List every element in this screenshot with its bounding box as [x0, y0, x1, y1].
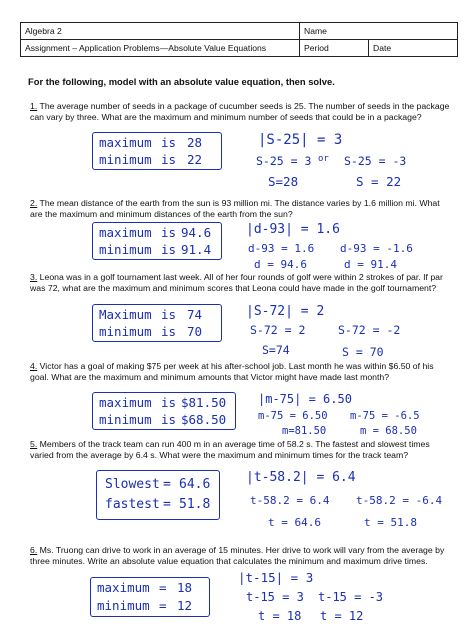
problem-text: Members of the track team can run 400 m in an average time of 58.2 s. The fastest and slowest times varied from the average by 6.4 s. What were the maximum and minimum times for the track team? [30, 439, 430, 461]
problem-number: 1. [30, 101, 38, 111]
work-equation: |m-75| = 6.50 [258, 392, 352, 406]
answer-value: 18 [177, 580, 193, 595]
answer-value: 28 [187, 135, 203, 150]
answer-row [99, 411, 229, 428]
problem-6 [30, 545, 450, 568]
answer-row [99, 151, 215, 168]
work-solution: d = 91.4 [344, 258, 397, 271]
work-solution: t = 51.8 [364, 516, 417, 529]
work-step: S-25 = 3 [256, 154, 312, 168]
answer-value: 22 [187, 152, 203, 167]
work-solution: t = 12 [320, 609, 364, 623]
problem-number: 2. [30, 198, 38, 208]
answer-box-2 [92, 222, 222, 260]
work-solution: S = 70 [342, 345, 384, 359]
answer-verb: is [161, 225, 177, 240]
answer-box-3 [92, 304, 222, 342]
problem-4 [30, 361, 450, 384]
work-step: t-15 = -3 [318, 590, 384, 604]
problem-text: Victor has a goal of making $75 per week at his after-school job. Last month he was within $6.50 of his goal. What are the maximum and minimum amounts that Victor might have made last month? [30, 361, 434, 383]
work-step: m-75 = 6.50 [258, 410, 328, 422]
course-cell: Algebra 2 [21, 23, 300, 40]
work-solution: S = 22 [356, 174, 402, 189]
work-equation: |S-72| = 2 [246, 304, 325, 319]
worksheet-header [20, 22, 458, 57]
answer-label: maximum [99, 395, 152, 410]
answer-value: 70 [187, 324, 203, 339]
work-step: d-93 = -1.6 [340, 242, 413, 255]
answer-box-6 [90, 577, 210, 617]
work-step: t-58.2 = 6.4 [250, 494, 330, 507]
work-solution: d = 94.6 [254, 258, 307, 271]
work-solution: t = 18 [258, 609, 302, 623]
answer-verb: is [161, 324, 177, 339]
work-solution: m=81.50 [282, 425, 327, 437]
answer-verb: = [163, 477, 171, 492]
answer-row [105, 495, 211, 515]
answer-label: Slowest [105, 477, 160, 492]
problem-number: 5. [30, 439, 38, 449]
name-cell: Name [300, 23, 458, 40]
answer-label: minimum [99, 324, 152, 339]
work-solution: S=28 [268, 174, 299, 189]
answer-row [99, 394, 229, 411]
work-equation: |d-93| = 1.6 [246, 222, 340, 237]
answer-label: minimum [99, 242, 152, 257]
work-step: t-15 = 3 [246, 590, 304, 604]
answer-label: minimum [99, 152, 152, 167]
problem-3 [30, 272, 450, 295]
answer-value: $68.50 [181, 412, 227, 427]
work-equation: |t-15| = 3 [238, 570, 314, 585]
answer-verb: is [161, 152, 177, 167]
problem-number: 6. [30, 545, 38, 555]
assignment-cell: Assignment – Application Problems—Absolute Value Equations [21, 40, 300, 57]
answer-verb: is [161, 412, 177, 427]
answer-value: 12 [177, 598, 193, 613]
answer-label: maximum [97, 580, 150, 595]
answer-row [99, 134, 215, 151]
answer-value: 74 [187, 307, 203, 322]
answer-verb: is [161, 242, 177, 257]
problem-text: Ms. Truong can drive to work in an average of 15 minutes. Her drive to work will vary from the average by three minutes. Write an absolute value equation that calculates the minimum and maximum drive times. [30, 545, 445, 567]
answer-row [105, 475, 211, 495]
answer-label: minimum [99, 412, 152, 427]
answer-label: fastest [105, 497, 160, 512]
problem-text: The mean distance of the earth from the sun is 93 million mi. The distance varies by 1.6 million mi. What are the maximum and minimum distances of the earth from the sun? [30, 198, 440, 220]
work-equation: |t-58.2| = 6.4 [246, 470, 356, 485]
answer-value: $81.50 [181, 395, 227, 410]
work-solution: m = 68.50 [360, 425, 417, 437]
problem-text: Leona was in a golf tournament last week. All of her four rounds of golf were within 2 strokes of par. If par was 72, what are the maximum and minimum scores that Leona could have made in the golf tournament? [30, 272, 443, 294]
work-solution: t = 64.6 [268, 516, 321, 529]
answer-row [99, 224, 215, 241]
answer-row [97, 597, 203, 615]
answer-verb: is [161, 135, 177, 150]
answer-box-5 [96, 470, 220, 520]
problem-2 [30, 198, 450, 221]
answer-box-4 [92, 392, 236, 430]
work-step: S-25 = -3 [344, 154, 407, 168]
answer-verb: is [161, 395, 177, 410]
answer-verb: = [159, 598, 167, 613]
date-cell: Date [369, 40, 458, 57]
answer-value: 64.6 [179, 477, 211, 492]
answer-box-1 [92, 132, 222, 170]
work-step: S-72 = -2 [338, 323, 401, 337]
problem-number: 4. [30, 361, 38, 371]
work-equation: |S-25| = 3 [258, 132, 343, 148]
answer-label: maximum [99, 225, 152, 240]
problem-text: The average number of seeds in a package of cucumber seeds is 25. The number of seeds in the package can vary by three. What are the maximum and minimum number of seeds that could be in a package? [30, 101, 450, 123]
answer-verb: is [161, 307, 177, 322]
answer-label: minimum [97, 598, 150, 613]
work-step: t-58.2 = -6.4 [356, 494, 443, 507]
instructions: For the following, model with an absolute value equation, then solve. [28, 76, 335, 87]
answer-label: Maximum [99, 307, 152, 322]
answer-row [99, 306, 215, 323]
answer-verb: = [163, 497, 171, 512]
problem-1 [30, 101, 450, 124]
answer-verb: = [159, 580, 167, 595]
answer-row [99, 241, 215, 258]
answer-row [97, 579, 203, 597]
problem-number: 3. [30, 272, 38, 282]
answer-value: 94.6 [181, 225, 212, 240]
work-step: d-93 = 1.6 [248, 242, 315, 255]
answer-row [99, 323, 215, 340]
answer-value: 91.4 [181, 242, 212, 257]
answer-label: maximum [99, 135, 152, 150]
problem-5 [30, 439, 450, 462]
work-solution: S=74 [262, 343, 290, 357]
answer-value: 51.8 [179, 497, 211, 512]
work-step: S-72 = 2 [250, 323, 306, 337]
period-cell: Period [300, 40, 369, 57]
work-or: or [318, 154, 329, 164]
work-step: m-75 = -6.5 [350, 410, 420, 422]
